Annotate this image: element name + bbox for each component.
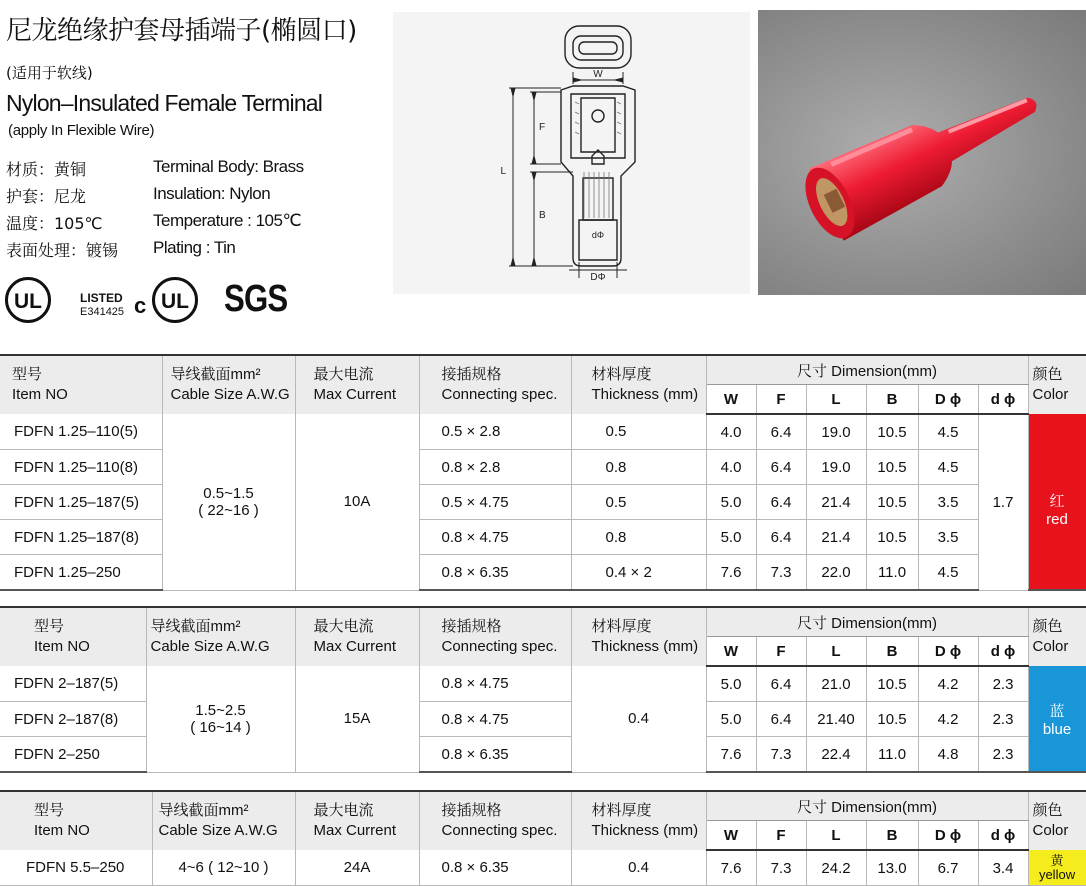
table-row: FDFN 5.5–250 4~6 ( 12~10 ) 24A 0.8 × 6.35 0.4 7.6 7.3 24.2 13.0 6.7 3.4 黄 yellow — [0, 850, 1086, 886]
color-swatch-red: 红 red — [1028, 414, 1086, 590]
th-connecting: 接插规格 Connecting spec. — [419, 791, 571, 850]
th-f: F — [756, 821, 806, 851]
th-big-d: D ϕ — [918, 637, 978, 667]
sgs-logo: SGS — [224, 278, 288, 320]
th-thickness: 材料厚度 Thickness (mm) — [571, 355, 706, 414]
svg-text:W: W — [593, 69, 603, 80]
th-model: 型号 Item NO — [0, 791, 152, 850]
th-connecting: 接插规格 Connecting spec. — [419, 607, 571, 666]
th-b: B — [866, 821, 918, 851]
color-swatch-blue: 蓝 blue — [1028, 666, 1086, 772]
svg-text:F: F — [539, 122, 546, 133]
thickness-value: 0.4 — [571, 666, 706, 772]
c-mark: c — [134, 293, 147, 318]
th-f: F — [756, 385, 806, 415]
th-l: L — [806, 821, 866, 851]
svg-text:B: B — [539, 210, 546, 221]
th-cable: 导线截面mm² Cable Size A.W.G — [162, 355, 295, 414]
svg-text:UL: UL — [14, 290, 42, 313]
page-title-cn: 尼龙绝缘护套母插端子(椭圆口) — [6, 16, 357, 46]
th-color: 颜色 Color — [1028, 791, 1086, 850]
max-current: 10A — [295, 414, 419, 590]
th-current: 最大电流 Max Current — [295, 791, 419, 850]
spec-temperature-en: Temperature : 105℃ — [153, 211, 302, 230]
spec-plating-en: Plating : Tin — [153, 238, 236, 257]
th-connecting: 接插规格 Connecting spec. — [419, 355, 571, 414]
subtitle-cn: (适用于软线) — [6, 64, 93, 82]
th-thickness: 材料厚度 Thickness (mm) — [571, 607, 706, 666]
product-photo — [758, 10, 1086, 295]
th-model: 型号 Item NO — [0, 607, 146, 666]
th-current: 最大电流 Max Current — [295, 355, 419, 414]
th-b: B — [866, 637, 918, 667]
th-thickness: 材料厚度 Thickness (mm) — [571, 791, 706, 850]
spec-insulation-cn: 护套：尼龙 — [6, 187, 87, 206]
table-row: FDFN 1.25–187(8) 0.8 × 4.75 0.8 5.0 6.4 21.4 10.5 3.5 — [0, 520, 1086, 555]
page-title-en: Nylon–Insulated Female Terminal — [6, 90, 323, 116]
th-small-d: d ϕ — [978, 385, 1028, 415]
spec-table-1 — [0, 354, 1086, 591]
th-dimension: 尺寸 Dimension(mm) — [706, 607, 1028, 637]
spec-material-en: Terminal Body: Brass — [153, 157, 304, 176]
th-l: L — [806, 637, 866, 667]
spec-table-2 — [0, 606, 1086, 773]
svg-text:L: L — [500, 166, 506, 177]
th-current: 最大电流 Max Current — [295, 607, 419, 666]
listed-label: LISTED — [80, 291, 123, 305]
th-small-d: d ϕ — [978, 821, 1028, 851]
terminal-diagram — [393, 12, 750, 294]
cul-logo — [151, 276, 199, 324]
table-row: FDFN 1.25–110(5) 0.5~1.5 ( 22~16 ) 10A 0.5 × 2.8 0.5 4.0 6.4 19.0 10.5 4.5 1.7 红 red — [0, 414, 1086, 450]
spec-plating-cn: 表面处理：镀锡 — [6, 241, 119, 260]
th-b: B — [866, 385, 918, 415]
spec-material-cn: 材质：黄铜 — [6, 160, 87, 179]
th-cable: 导线截面mm² Cable Size A.W.G — [146, 607, 295, 666]
cable-size: 0.5~1.5 ( 22~16 ) — [162, 414, 295, 590]
th-cable: 导线截面mm² Cable Size A.W.G — [152, 791, 295, 850]
subtitle-en: (apply In Flexible Wire) — [8, 122, 155, 139]
spec-temperature-cn: 温度：105℃ — [6, 214, 103, 233]
cable-size: 1.5~2.5 ( 16~14 ) — [146, 666, 295, 772]
th-w: W — [706, 637, 756, 667]
table-row: FDFN 1.25–250 0.8 × 6.35 0.4 × 2 7.6 7.3 22.0 11.0 4.5 — [0, 555, 1086, 591]
th-color: 颜色 Color — [1028, 607, 1086, 666]
table-row: FDFN 2–250 0.8 × 6.35 7.6 7.3 22.4 11.0 4.8 2.3 — [0, 737, 1086, 773]
color-swatch-yellow: 黄 yellow — [1028, 850, 1086, 886]
th-big-d: D ϕ — [918, 385, 978, 415]
max-current: 15A — [295, 666, 419, 772]
listed-number: E341425 — [80, 306, 125, 318]
table-row: FDFN 2–187(5) 1.5~2.5 ( 16~14 ) 15A 0.8 × 4.75 0.4 5.0 6.4 21.0 10.5 4.2 2.3 蓝 blue — [0, 666, 1086, 702]
th-f: F — [756, 637, 806, 667]
th-l: L — [806, 385, 866, 415]
ul-logo — [4, 276, 52, 324]
small-d-value: 1.7 — [978, 414, 1028, 590]
th-w: W — [706, 385, 756, 415]
table-row: FDFN 1.25–187(5) 0.5 × 4.75 0.5 5.0 6.4 21.4 10.5 3.5 — [0, 485, 1086, 520]
th-color: 颜色 Color — [1028, 355, 1086, 414]
th-dimension: 尺寸 Dimension(mm) — [706, 355, 1028, 385]
th-small-d: d ϕ — [978, 637, 1028, 667]
spec-table-3 — [0, 790, 1086, 886]
table-row: FDFN 1.25–110(8) 0.8 × 2.8 0.8 4.0 6.4 19.0 10.5 4.5 — [0, 450, 1086, 485]
svg-text:dΦ: dΦ — [591, 230, 605, 240]
th-big-d: D ϕ — [918, 821, 978, 851]
svg-text:UL: UL — [161, 290, 189, 313]
th-model: 型号 Item NO — [0, 355, 162, 414]
spec-insulation-en: Insulation: Nylon — [153, 184, 271, 203]
th-w: W — [706, 821, 756, 851]
table-row: FDFN 2–187(8) 0.8 × 4.75 5.0 6.4 21.40 10.5 4.2 2.3 — [0, 702, 1086, 737]
th-dimension: 尺寸 Dimension(mm) — [706, 791, 1028, 821]
svg-text:DΦ: DΦ — [590, 272, 606, 283]
